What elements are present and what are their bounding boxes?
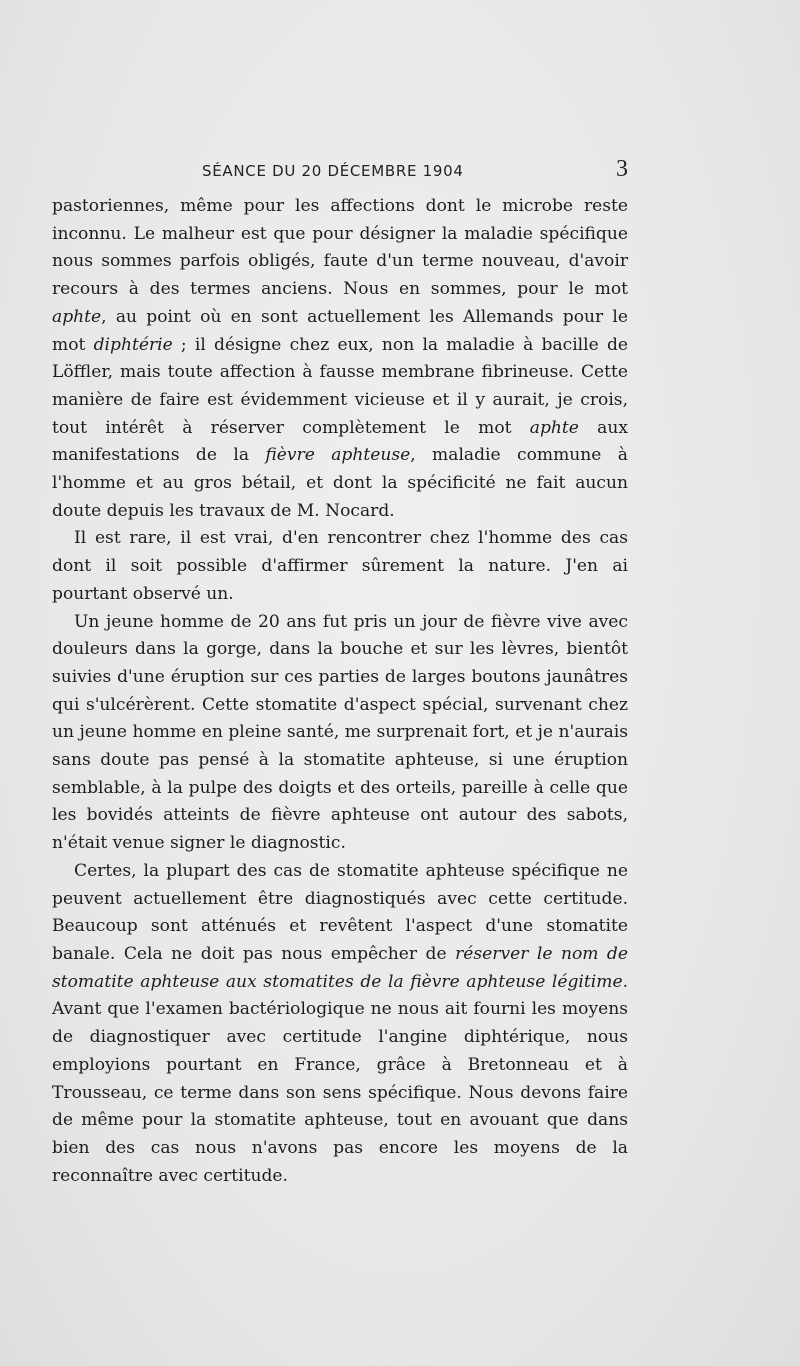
paragraph-1-part: ; il désigne chez eux, non la maladie à bacille de Löffler, mais toute affection à fausse membrane fibrineuse. Cette manière de faire est évidemment vicieuse et il y aurait, je crois, tout intérêt à réserver complètement le mot — [52, 334, 628, 438]
paragraph-3: Un jeune homme de 20 ans fut pris un jour de fièvre vive avec douleurs dans la gorge, dans la bouche et sur les lèvres, bientôt suivies d'une éruption sur ces parties de larges boutons jaunâtres qui s'ulcérèrent. Cette stomatite d'aspect spécial, survenant chez un jeune homme en pleine santé, me surprenait fort, et je n'aurais sans doute pas pensé à la stomatite aphteuse, si une éruption semblable, à la pulpe des doigts et des orteils, pareille à celle que les bovidés atteints de fièvre aphteuse ont autour des sabots, n'était venue signer le diagnostic. — [52, 611, 628, 854]
body-text — [52, 193, 628, 1190]
italic-term-aphte: aphte — [52, 306, 102, 327]
paragraph-1-part: , au point où en sont actuellement les Allemands pour le mot — [52, 306, 628, 355]
paragraph-4-part: Certes, la plupart des cas de stomatite aphteuse spécifique ne peuvent actuellement être diagnostiqués avec cette certitude. Beaucoup sont atténués et revêtent l'aspect d'une stomatite banale. Cela ne doit pas nous empêcher de — [52, 860, 628, 964]
italic-term-diphterie: diphtérie — [93, 334, 173, 355]
page-header — [52, 152, 628, 182]
paragraph-4 — [52, 858, 628, 1190]
italic-term-aphte: aphte — [529, 417, 579, 438]
running-head: SÉANCE DU 20 DÉCEMBRE 1904 — [202, 162, 464, 180]
italic-phrase: réserver le nom de stomatite aphteuse aux stomatites de la fièvre aphteuse légitime — [52, 943, 628, 992]
paragraph-1 — [52, 193, 628, 525]
paragraph-1-part: , maladie commune à l'homme et au gros bétail, et dont la spécificité ne fait aucun doute depuis les travaux de M. Nocard. — [52, 445, 628, 521]
page-number: 3 — [616, 156, 628, 182]
paragraph-2: Il est rare, il est vrai, d'en rencontrer chez l'homme des cas dont il soit possible d'affirmer sûrement la nature. J'en ai pourtant observé un. — [52, 528, 628, 604]
paragraph-1-part: aux manifestations de la — [52, 417, 628, 466]
italic-term-fievre-aphteuse: fièvre aphteuse — [265, 445, 411, 466]
paragraph-1-part: pastoriennes, même pour les affections dont le microbe reste inconnu. Le malheur est que pour désigner la maladie spécifique nous sommes parfois obligés, faute d'un terme nouveau, d'avoir recours à des termes anciens. Nous en sommes, pour le mot — [52, 196, 628, 300]
paragraph-4-part: . Avant que l'examen bactériologique ne nous ait fourni les moyens de diagnostiquer avec certitude l'angine diphtérique, nous employions pourtant en France, grâce à Bretonneau et à Trousseau, ce terme dans son sens spécifique. Nous devons faire de même pour la stomatite aphteuse, tout en avouant que dans bien des cas nous n'avons pas encore les moyens de la reconnaître avec certitude. — [52, 971, 628, 1186]
